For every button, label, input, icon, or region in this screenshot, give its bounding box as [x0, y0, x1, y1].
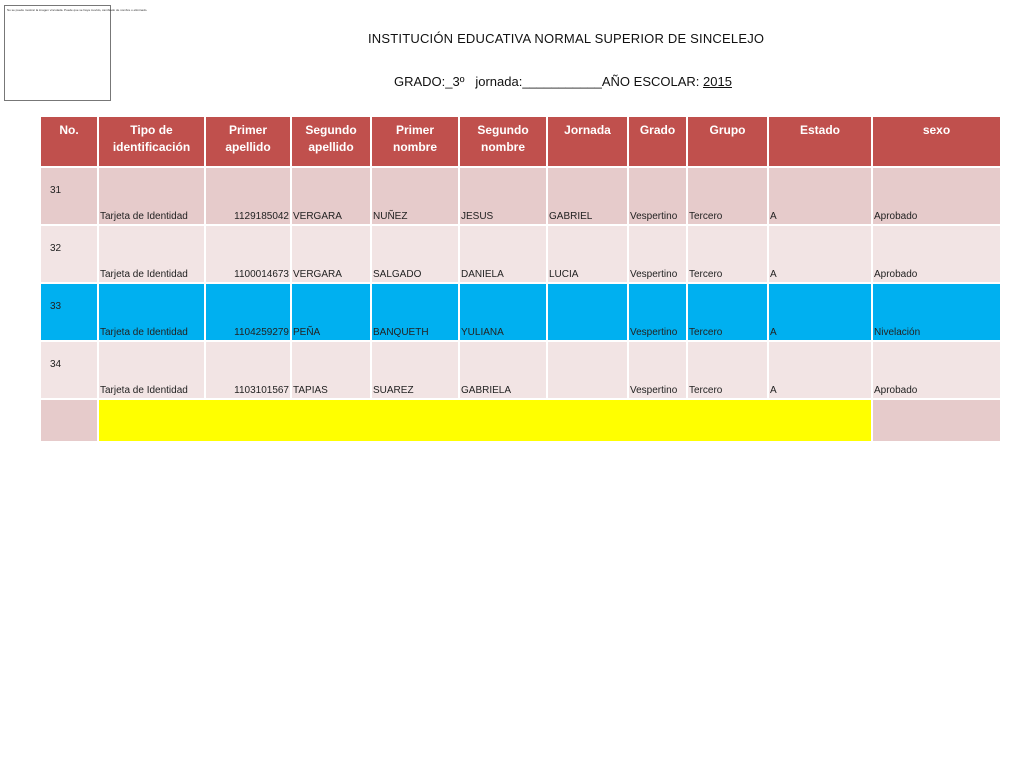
- jornada-label: jornada:___________: [475, 74, 602, 89]
- cell-primer-apellido[interactable]: VERGARA: [291, 225, 371, 283]
- table-header-row: [41, 117, 1001, 167]
- cell-primer-nombre[interactable]: YULIANA: [459, 283, 547, 341]
- cell-no[interactable]: 31: [41, 167, 98, 225]
- logo-placeholder: [4, 5, 148, 101]
- column-header-tipo-identificacion[interactable]: Tipo de identificación: [98, 117, 205, 167]
- cell-primer-apellido[interactable]: TAPIAS: [291, 341, 371, 399]
- cell-jornada[interactable]: Vespertino: [628, 283, 687, 341]
- column-header-jornada[interactable]: Jornada: [547, 117, 628, 167]
- cell-empty[interactable]: [872, 399, 1001, 442]
- cell-segundo-apellido[interactable]: SUAREZ: [371, 341, 459, 399]
- cell-primer-nombre[interactable]: JESUS: [459, 167, 547, 225]
- column-header-grado[interactable]: Grado: [628, 117, 687, 167]
- cell-id[interactable]: 1129185042: [205, 167, 291, 225]
- cell-segundo-apellido[interactable]: NUÑEZ: [371, 167, 459, 225]
- cell-grado[interactable]: Tercero: [687, 341, 768, 399]
- grade-label: GRADO:_3º: [394, 74, 465, 89]
- cell-segundo-apellido[interactable]: BANQUETH: [371, 283, 459, 341]
- cell-grado[interactable]: Tercero: [687, 225, 768, 283]
- cell-tipo[interactable]: Tarjeta de Identidad: [98, 167, 205, 225]
- cell-segundo-nombre[interactable]: LUCIA: [547, 225, 628, 283]
- cell-id[interactable]: 1103101567: [205, 341, 291, 399]
- column-header-sexo[interactable]: sexo: [872, 117, 1001, 167]
- cell-segundo-apellido[interactable]: SALGADO: [371, 225, 459, 283]
- cell-id[interactable]: 1100014673: [205, 225, 291, 283]
- cell-primer-apellido[interactable]: VERGARA: [291, 167, 371, 225]
- cell-jornada[interactable]: Vespertino: [628, 341, 687, 399]
- column-header-segundo-apellido[interactable]: Segundo apellido: [291, 117, 371, 167]
- cell-tipo[interactable]: Tarjeta de Identidad: [98, 341, 205, 399]
- institution-title: INSTITUCIÓN EDUCATIVA NORMAL SUPERIOR DE SINCELEJO: [368, 31, 765, 46]
- cell-highlighted-empty[interactable]: [98, 399, 872, 442]
- school-year-label: AÑO ESCOLAR:: [601, 74, 700, 89]
- cell-tipo[interactable]: Tarjeta de Identidad: [98, 225, 205, 283]
- school-year-value: 2015: [703, 74, 732, 89]
- students-table: [41, 117, 1002, 443]
- cell-grado[interactable]: Tercero: [687, 283, 768, 341]
- table-row[interactable]: [41, 167, 1001, 225]
- cell-estado[interactable]: Aprobado: [872, 341, 1001, 399]
- column-header-primer-nombre[interactable]: Primer nombre: [371, 117, 459, 167]
- cell-tipo[interactable]: Tarjeta de Identidad: [98, 283, 205, 341]
- broken-image-message: No se puede mostrar la imagen vinculada. Puede que se haya movido, cambiado de nombre o eliminado.: [7, 8, 148, 12]
- cell-grupo[interactable]: A: [768, 225, 872, 283]
- table-row-empty[interactable]: [41, 399, 1001, 442]
- column-header-grupo[interactable]: Grupo: [687, 117, 768, 167]
- cell-id[interactable]: 1104259279: [205, 283, 291, 341]
- cell-segundo-nombre[interactable]: [547, 341, 628, 399]
- cell-grupo[interactable]: A: [768, 167, 872, 225]
- cell-estado[interactable]: Nivelación: [872, 283, 1001, 341]
- column-header-segundo-nombre[interactable]: Segundo nombre: [459, 117, 547, 167]
- cell-primer-nombre[interactable]: GABRIELA: [459, 341, 547, 399]
- cell-jornada[interactable]: Vespertino: [628, 225, 687, 283]
- cell-primer-nombre[interactable]: DANIELA: [459, 225, 547, 283]
- cell-empty[interactable]: [41, 399, 98, 442]
- cell-estado[interactable]: Aprobado: [872, 167, 1001, 225]
- column-header-estado[interactable]: Estado: [768, 117, 872, 167]
- cell-no[interactable]: 32: [41, 225, 98, 283]
- cell-grupo[interactable]: A: [768, 341, 872, 399]
- cell-segundo-nombre[interactable]: [547, 283, 628, 341]
- column-header-no[interactable]: No.: [41, 117, 98, 167]
- cell-no[interactable]: 34: [41, 341, 98, 399]
- table-row[interactable]: [41, 225, 1001, 283]
- column-header-primer-apellido[interactable]: Primer apellido: [205, 117, 291, 167]
- cell-grupo[interactable]: A: [768, 283, 872, 341]
- cell-primer-apellido[interactable]: PEÑA: [291, 283, 371, 341]
- grade-line: [394, 74, 732, 89]
- cell-estado[interactable]: Aprobado: [872, 225, 1001, 283]
- table-row-highlighted[interactable]: [41, 283, 1001, 341]
- cell-grado[interactable]: Tercero: [687, 167, 768, 225]
- cell-segundo-nombre[interactable]: GABRIEL: [547, 167, 628, 225]
- table-row[interactable]: [41, 341, 1001, 399]
- cell-jornada[interactable]: Vespertino: [628, 167, 687, 225]
- cell-no[interactable]: 33: [41, 283, 98, 341]
